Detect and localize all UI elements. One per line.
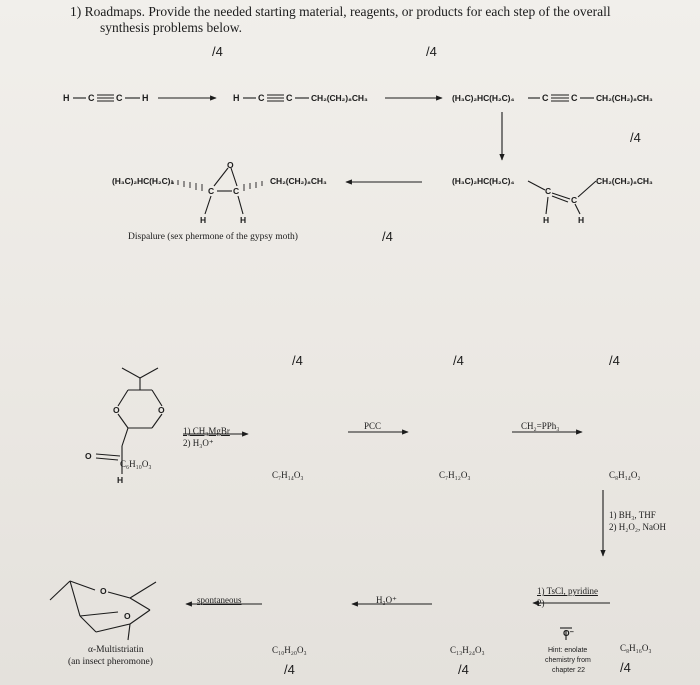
- question-line-2: synthesis problems below.: [100, 20, 242, 35]
- epoxide-h1: H: [200, 215, 207, 225]
- start-formula: C₆H₁₀O₃: [120, 459, 152, 469]
- points-step-2: /4: [426, 44, 437, 59]
- cis-alkene-c1: C: [545, 186, 552, 196]
- reagent-spontaneous: spontaneous: [197, 595, 242, 605]
- cis-alkene-chain: CH₂(CH₂)₈CH₃: [596, 176, 653, 186]
- alkyne-c1: C: [88, 93, 95, 103]
- cis-alkene-c2: C: [571, 195, 578, 205]
- dispalure-caption: Dispalure (sex phermone of the gypsy moth): [128, 232, 298, 242]
- cis-alkene-h2: H: [578, 215, 585, 225]
- reagent-step-5-line2: 2): [537, 598, 545, 608]
- product-name: α-Multistriatin: [88, 645, 144, 655]
- aldehyde-h: H: [117, 475, 124, 485]
- points-step-5: /4: [292, 353, 303, 368]
- hint-line-3: chapter 22: [552, 667, 586, 674]
- terminal-h-left: H: [63, 93, 70, 103]
- reagent-step-4-line1: 1) BH₃, THF: [609, 510, 656, 520]
- mid-c2: C: [286, 93, 293, 103]
- points-step-1: /4: [212, 44, 223, 59]
- epoxide-c2: C: [233, 186, 240, 196]
- product-description: (an insect pheromone): [68, 657, 153, 667]
- reagent-step-1-line1: 1) CH₃MgBr: [183, 426, 230, 436]
- intermediate-4-formula: C₈H₁₆O₃: [620, 643, 652, 653]
- alkyne-c2: C: [116, 93, 123, 103]
- cis-alkene-left: (H₃C)₂HC(H₂C)₄: [452, 176, 515, 186]
- cis-alkene-h1: H: [543, 215, 550, 225]
- terminal-h-right: H: [142, 93, 149, 103]
- points-step-3: /4: [630, 130, 641, 145]
- reagent-pcc: PCC: [364, 421, 382, 431]
- dioxolane-o1: O: [113, 405, 120, 415]
- reagent-step-1-line2: 2) H₃O⁺: [183, 438, 214, 448]
- reagent-step-4-line2: 2) H₂O₂, NaOH: [609, 522, 667, 532]
- intermediate-1-formula: C₇H₁₄O₃: [272, 470, 304, 480]
- intermediate-3-formula: C₈H₁₄O₂: [609, 470, 641, 480]
- reagent-step-5-line1: 1) TsCl, pyridine: [537, 586, 598, 596]
- hint-line-2: chemistry from: [545, 657, 591, 664]
- product-ring-oxygen: O: [100, 586, 107, 596]
- product-bridge-oxygen: O: [124, 611, 131, 621]
- enolate-oxygen: O⁻: [563, 628, 574, 638]
- epoxide-h2: H: [240, 215, 247, 225]
- mid-h: H: [233, 93, 240, 103]
- points-step-8: /4: [620, 660, 631, 675]
- reagent-h3o: H₃O⁺: [376, 595, 397, 605]
- points-step-6: /4: [453, 353, 464, 368]
- epoxide-oxygen: O: [227, 160, 234, 170]
- mid-c1: C: [258, 93, 265, 103]
- hint-line-1: Hint: enolate: [548, 647, 588, 654]
- internal-alkyne-left: (H₃C)₂HC(H₂C)₄: [452, 93, 515, 103]
- question-line-1: 1) Roadmaps. Provide the needed starting material, reagents, or products for each step of the overall: [70, 4, 611, 19]
- epoxide-left: (H₃C)₂HC(H₂C)₄: [112, 176, 175, 186]
- points-step-10: /4: [284, 662, 295, 677]
- internal-alkyne-c2: C: [571, 93, 578, 103]
- epoxide-c1: C: [208, 186, 215, 196]
- points-step-9: /4: [458, 662, 469, 677]
- mid-chain: CH₂(CH₂)₈CH₃: [311, 93, 368, 103]
- dioxolane-o2: O: [158, 405, 165, 415]
- aldehyde-oxygen: O: [85, 451, 92, 461]
- points-step-7: /4: [609, 353, 620, 368]
- reagent-wittig: CH₂=PPh₃: [521, 421, 560, 431]
- epoxide-chain: CH₂(CH₂)₈CH₃: [270, 176, 327, 186]
- internal-alkyne-c1: C: [542, 93, 549, 103]
- intermediate-5-formula: C₁₃H₂₄O₃: [450, 645, 485, 655]
- points-step-4: /4: [382, 229, 393, 244]
- internal-alkyne-chain: CH₂(CH₂)₈CH₃: [596, 93, 653, 103]
- intermediate-6-formula: C₁₀H₂₀O₃: [272, 645, 307, 655]
- intermediate-2-formula: C₇H₁₂O₃: [439, 470, 471, 480]
